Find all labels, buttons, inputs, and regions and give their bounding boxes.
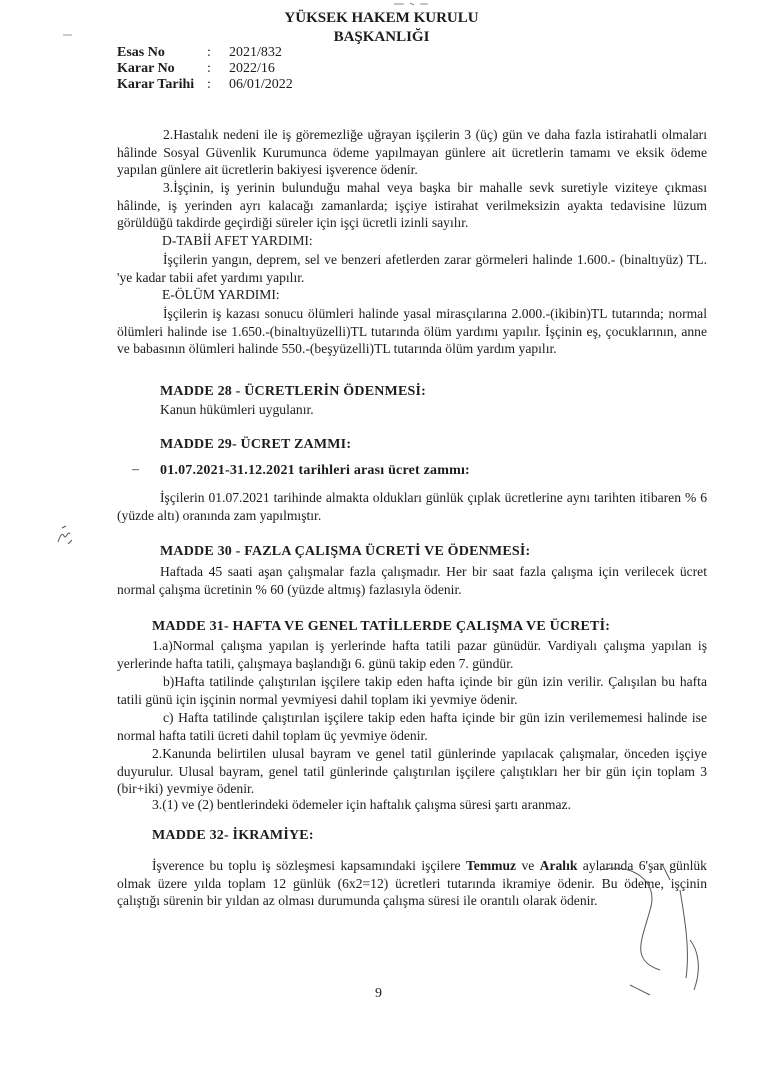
article-32-text-c: aylarında 6'şar günlük olmak üzere yılda toplam 12 günlük (6x2=12) ücretleri tutarında ikramiye ödenir. Bu ödeme, işçinin çalıştığı sürenin bir yıldan az olması durumunda çalışma süresi ile orantılı olarak ödenir. — [117, 858, 707, 908]
article-29-subtitle: 01.07.2021-31.12.2021 tarihleri arası ücret zammı: — [160, 463, 470, 478]
meta-value: 06/01/2022 — [229, 77, 293, 92]
meta-sep: : — [207, 61, 211, 76]
meta-label: Karar No — [117, 61, 175, 76]
month-july: Temmuz — [465, 858, 517, 873]
article-32-text-a: İşverence bu toplu iş sözleşmesi kapsamındaki işçilere — [152, 858, 466, 873]
meta-row-karar-tarihi — [117, 77, 293, 93]
article-28-text: Kanun hükümleri uygulanır. — [160, 402, 314, 417]
month-december: Aralık — [539, 858, 578, 873]
article-31-item-1a: 1.a)Normal çalışma yapılan iş yerlerinde hafta tatili pazar günüdür. Vardiyalı çalışma yapılan iş yerlerinde hafta tatili, çalışmaya başlandığı 6. günü takip eden 7. gündür. — [117, 638, 707, 671]
meta-row-esas — [117, 45, 282, 61]
article-32-title: MADDE 32- İKRAMİYE: — [152, 828, 314, 843]
meta-value: 2022/16 — [229, 61, 275, 76]
article-29-text: İşçilerin 01.07.2021 tarihinde almakta oldukları günlük çıplak ücretlerine aynı tarihten itibaren % 6 (yüzde altı) oranında zam yapılmıştır. — [117, 490, 707, 523]
page-number: 9 — [375, 986, 382, 1001]
article-31-item-b: b)Hafta tatilinde çalıştırılan işçilere takip eden hafta içinde bir gün izin verilir. Çalışılan bu hafta tatili günü için işçinin normal yevmiyesi dahil toplam iki yevmiye ödenir. — [117, 674, 707, 707]
paragraph-vizite: 3.İşçinin, iş yerinin bulunduğu mahal veya başka bir mahalle sevk suretiyle viziteye çıkması hâlinde, iş yerinden ayrı kalacağı zamanlarda; işçiye istirahat verilmeksizin ayakta tedavisine lüzum görüldüğü takdirde geçirdiği süreler için işçi ücretli izinli sayılır. — [117, 180, 707, 230]
top-mark — [392, 0, 432, 8]
meta-value: 2021/832 — [229, 45, 282, 60]
header-subtitle: BAŞKANLIĞI — [333, 29, 430, 45]
article-32-text-mid: ve — [516, 858, 540, 873]
margin-initials-mark — [54, 522, 76, 548]
section-d-text: İşçilerin yangın, deprem, sel ve benzeri afetlerden zarar görmeleri halinde 1.600.- (binaltıyüz) TL. 'ye kadar tabii afet yardımı yapılır. — [117, 252, 707, 285]
article-31-item-c: c) Hafta tatilinde çalıştırılan işçilere takip eden hafta içinde bir gün izin verilememesi halinde ise normal hafta tatili ücreti dahil toplam üç yevmiye ödenir. — [117, 710, 707, 743]
section-e-title: E-ÖLÜM YARDIMI: — [162, 287, 280, 302]
section-e-text: İşçilerin iş kazası sonucu ölümleri halinde yasal mirasçılarına 2.000.-(ikibin)TL tutarında; normal ölümleri halinde ise 1.650.-(binaltıyüzelli)TL tutarında ölüm yardımı yapılır. İşçinin eş, çocuklarının, anne ve babasının ölümleri halinde 550.-(beşyüzelli)TL tutarında ölüm yardım yapılır. — [117, 306, 707, 356]
article-28-title: MADDE 28 - ÜCRETLERİN ÖDENMESİ: — [160, 384, 426, 399]
article-29-dash: – — [132, 462, 139, 477]
paragraph-hastalik: 2.Hastalık nedeni ile iş göremezliğe uğrayan işçilerin 3 (üç) gün ve daha fazla istirahatli olmaları hâlinde Sosyal Güvenlik Kurumunca ödeme yapılmayan günlere ait ücretlerin tamamı ve eksik ödeme yapılan günlere ait ücretlerin bakiyesi işverence ödenir. — [117, 127, 707, 177]
article-31-item-3: 3.(1) ve (2) bentlerindeki ödemeler için haftalık çalışma süresi şartı aranmaz. — [152, 797, 571, 812]
article-30-title: MADDE 30 - FAZLA ÇALIŞMA ÜCRETİ VE ÖDENMESİ: — [160, 544, 531, 559]
signature-mark — [590, 850, 720, 1000]
article-31-item-2: 2.Kanunda belirtilen ulusal bayram ve genel tatil günlerinde yapılacak çalışmalar, önceden işçiye duyurulur. Ulusal bayram, genel tatil günlerinde çalıştırılan işçilere çalıştıkları her bir gün için toplam 3 (bir+iki) yevmiye ödenir. — [117, 746, 707, 796]
meta-sep: : — [207, 77, 211, 92]
section-d-title: D-TABİİ AFET YARDIMI: — [162, 233, 313, 248]
article-30-text: Haftada 45 saati aşan çalışmalar fazla çalışmadır. Her bir saat fazla çalışma için verilecek ücret normal çalışma ücretinin % 60 (yüzde altmış) fazlasıyla ödenir. — [117, 564, 707, 597]
meta-row-karar — [117, 61, 275, 77]
article-29-title: MADDE 29- ÜCRET ZAMMI: — [160, 437, 352, 452]
article-31-title: MADDE 31- HAFTA VE GENEL TATİLLERDE ÇALIŞMA VE ÜCRETİ: — [152, 619, 611, 634]
meta-label: Karar Tarihi — [117, 77, 195, 92]
meta-sep: : — [207, 45, 211, 60]
header-title: YÜKSEK HAKEM KURULU — [284, 10, 479, 26]
meta-label: Esas No — [117, 45, 165, 60]
